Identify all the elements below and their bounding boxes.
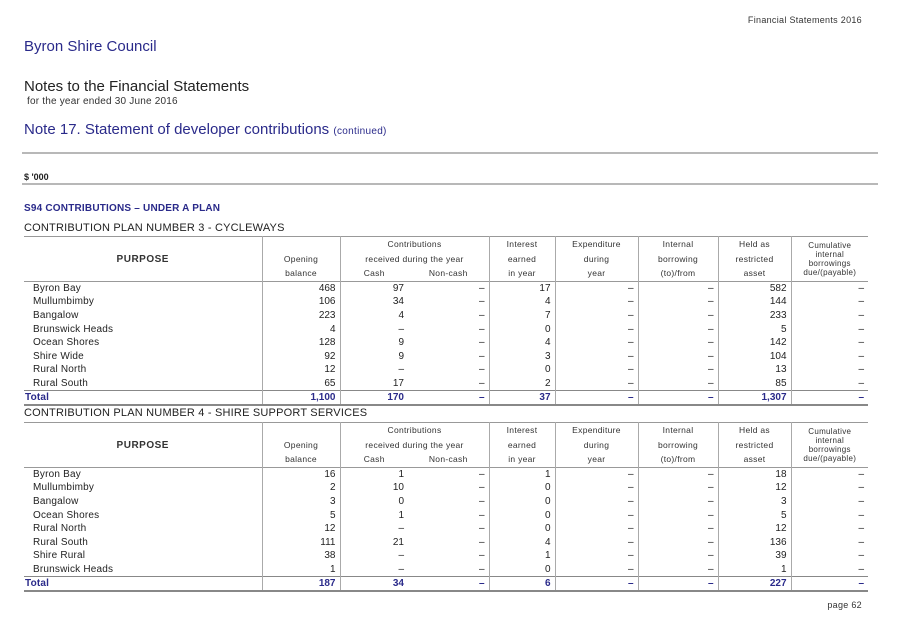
- table-cell: 0: [489, 481, 555, 495]
- table-cell: –: [638, 549, 718, 563]
- contributions-table: [24, 422, 868, 592]
- column-header: Opening: [262, 252, 340, 267]
- table-row: [24, 495, 868, 509]
- note-title-text: Note 17. Statement of developer contributions: [24, 121, 330, 138]
- table-cell: 1: [262, 563, 340, 577]
- row-label: Ocean Shores: [33, 509, 100, 521]
- table-row: [24, 322, 868, 336]
- column-header: Cumulative internal borrowings due/(payable): [791, 423, 868, 468]
- table-row: [24, 468, 868, 482]
- column-header: asset: [718, 453, 791, 468]
- table-cell: 106: [262, 295, 340, 309]
- table-cell: –: [478, 283, 485, 295]
- table-cell: 4: [262, 322, 340, 336]
- table-cell: –: [340, 522, 408, 536]
- column-header: Non-cash: [428, 454, 468, 465]
- table-cell: –: [555, 495, 638, 509]
- table-row: [24, 336, 868, 350]
- table-cell: 223: [262, 309, 340, 323]
- units-label: $ '000: [24, 172, 49, 182]
- table-cell: –: [638, 295, 718, 309]
- table-cell: 65: [262, 377, 340, 391]
- table-cell: 38: [262, 549, 340, 563]
- column-header: [262, 237, 340, 252]
- total-row: [24, 576, 868, 591]
- notes-subtitle: for the year ended 30 June 2016: [27, 96, 178, 107]
- table-cell: –: [791, 282, 868, 296]
- total-cell: –: [791, 390, 868, 405]
- table-cell: –: [638, 468, 718, 482]
- table-cell: –: [791, 322, 868, 336]
- table-cell: 34: [340, 295, 408, 309]
- table-row: [24, 481, 868, 495]
- note-title: [24, 121, 387, 138]
- table-cell: 1: [489, 549, 555, 563]
- table-cell: 0: [489, 495, 555, 509]
- table-cell: –: [791, 522, 868, 536]
- organisation-name: Byron Shire Council: [24, 38, 157, 55]
- total-cell: –: [408, 576, 489, 591]
- table-cell: –: [555, 336, 638, 350]
- table-cell: –: [791, 309, 868, 323]
- table-header: [24, 423, 868, 468]
- total-cell: 227: [718, 576, 791, 591]
- table-cell: –: [791, 336, 868, 350]
- table-cell: –: [555, 549, 638, 563]
- table-row: [24, 282, 868, 296]
- table-cell: –: [555, 468, 638, 482]
- table-cell: –: [478, 482, 485, 494]
- table-row: [24, 363, 868, 377]
- table-cell: –: [555, 295, 638, 309]
- table-cell: 1: [489, 468, 555, 482]
- table-row: [24, 377, 868, 391]
- column-header: restricted: [718, 438, 791, 453]
- table-cell: –: [478, 563, 485, 575]
- table-cell: 104: [718, 349, 791, 363]
- table-cell: 9: [340, 349, 408, 363]
- total-cell: 1,307: [718, 390, 791, 405]
- plan-title: CONTRIBUTION PLAN NUMBER 3 - CYCLEWAYS: [24, 222, 285, 234]
- table-cell: 128: [262, 336, 340, 350]
- divider-top: [22, 152, 878, 154]
- row-label: Shire Rural: [33, 550, 86, 562]
- table-cell: –: [340, 322, 408, 336]
- table-cell: 18: [718, 468, 791, 482]
- table-cell: –: [791, 349, 868, 363]
- column-header: during: [555, 252, 638, 267]
- table-cell: 12: [718, 522, 791, 536]
- table-cell: –: [638, 535, 718, 549]
- row-label: Rural North: [33, 523, 87, 535]
- column-header: year: [555, 453, 638, 468]
- row-label: Rural North: [33, 364, 87, 376]
- table-row: [24, 508, 868, 522]
- table-cell: 4: [489, 295, 555, 309]
- table-cell: –: [791, 377, 868, 391]
- table-cell: 97: [340, 282, 408, 296]
- section-title: S94 CONTRIBUTIONS – UNDER A PLAN: [24, 203, 221, 214]
- table-row: [24, 309, 868, 323]
- table-cell: 2: [262, 481, 340, 495]
- column-header: balance: [262, 453, 340, 468]
- total-row: [24, 390, 868, 405]
- table-cell: –: [478, 309, 485, 321]
- column-header: borrowing: [638, 252, 718, 267]
- table-cell: 5: [718, 508, 791, 522]
- table-cell: –: [340, 363, 408, 377]
- table-cell: –: [791, 295, 868, 309]
- table-cell: –: [478, 377, 485, 389]
- table-cell: –: [638, 282, 718, 296]
- table-cell: 12: [262, 363, 340, 377]
- page-number: page 62: [827, 600, 862, 610]
- table-row: [24, 522, 868, 536]
- column-header: during: [555, 438, 638, 453]
- table-cell: –: [340, 563, 408, 577]
- column-header: earned: [489, 252, 555, 267]
- table-cell: –: [638, 563, 718, 577]
- table-cell: –: [638, 481, 718, 495]
- table-cell: 144: [718, 295, 791, 309]
- table-cell: –: [555, 563, 638, 577]
- table-cell: –: [638, 349, 718, 363]
- total-label: Total: [24, 576, 262, 591]
- table-cell: 3: [718, 495, 791, 509]
- total-cell: –: [791, 576, 868, 591]
- notes-title: Notes to the Financial Statements: [24, 78, 250, 95]
- table-cell: –: [478, 469, 485, 481]
- column-header: received during the year: [340, 438, 489, 453]
- column-header: in year: [489, 453, 555, 468]
- column-header: Cash: [340, 453, 408, 468]
- table-cell: 136: [718, 535, 791, 549]
- column-header: (to)/from: [638, 267, 718, 282]
- table-cell: –: [478, 536, 485, 548]
- table-cell: 0: [489, 508, 555, 522]
- table-cell: –: [555, 481, 638, 495]
- table-row: [24, 563, 868, 577]
- column-header: Opening: [262, 438, 340, 453]
- table-cell: 3: [489, 349, 555, 363]
- table-cell: –: [791, 495, 868, 509]
- table-cell: 0: [489, 522, 555, 536]
- total-cell: 34: [340, 576, 408, 591]
- total-cell: 1,100: [262, 390, 340, 405]
- column-header: Internal: [638, 237, 718, 252]
- table-cell: 17: [340, 377, 408, 391]
- table-cell: 0: [489, 322, 555, 336]
- column-header: Interest: [489, 423, 555, 438]
- table-cell: 111: [262, 535, 340, 549]
- table-cell: –: [638, 322, 718, 336]
- table-cell: 10: [340, 481, 408, 495]
- column-header: Non-cash: [428, 268, 468, 279]
- column-header: Expenditure: [555, 237, 638, 252]
- table-cell: –: [791, 468, 868, 482]
- table-cell: 5: [718, 322, 791, 336]
- column-header: Internal: [638, 423, 718, 438]
- row-label: Rural South: [33, 536, 89, 548]
- table-row: [24, 295, 868, 309]
- row-label: Mullumbimby: [33, 482, 95, 494]
- table-cell: 5: [262, 508, 340, 522]
- table-cell: 16: [262, 468, 340, 482]
- table-cell: –: [478, 350, 485, 362]
- table-cell: –: [478, 296, 485, 308]
- row-label: Mullumbimby: [33, 296, 95, 308]
- column-header: Contributions: [340, 423, 489, 438]
- plan-title: CONTRIBUTION PLAN NUMBER 4 - SHIRE SUPPORT SERVICES: [24, 407, 368, 419]
- table-cell: 2: [489, 377, 555, 391]
- column-header: balance: [262, 267, 340, 282]
- table-cell: 17: [489, 282, 555, 296]
- table-cell: –: [638, 336, 718, 350]
- column-header: Interest: [489, 237, 555, 252]
- table-cell: 1: [718, 563, 791, 577]
- table-cell: 12: [262, 522, 340, 536]
- table-cell: 7: [489, 309, 555, 323]
- table-cell: –: [638, 508, 718, 522]
- purpose-header: PURPOSE: [116, 253, 169, 265]
- total-cell: –: [408, 390, 489, 405]
- table-cell: –: [791, 363, 868, 377]
- row-label: Bangalow: [33, 495, 79, 507]
- column-header: received during the year: [340, 252, 489, 267]
- table-cell: 0: [489, 563, 555, 577]
- table-cell: 4: [489, 535, 555, 549]
- table-header: [24, 237, 868, 282]
- divider-units: [22, 183, 878, 185]
- table-cell: 4: [340, 309, 408, 323]
- table-cell: 21: [340, 535, 408, 549]
- total-cell: –: [555, 390, 638, 405]
- column-header: in year: [489, 267, 555, 282]
- table-cell: 233: [718, 309, 791, 323]
- table-cell: –: [638, 495, 718, 509]
- table-cell: 582: [718, 282, 791, 296]
- column-header: Expenditure: [555, 423, 638, 438]
- row-label: Byron Bay: [33, 469, 81, 481]
- column-header: earned: [489, 438, 555, 453]
- table-cell: –: [478, 509, 485, 521]
- table-cell: –: [791, 508, 868, 522]
- table-cell: 9: [340, 336, 408, 350]
- table-cell: –: [638, 309, 718, 323]
- table-row: [24, 349, 868, 363]
- column-header: [262, 423, 340, 438]
- table-cell: 1: [340, 468, 408, 482]
- total-cell: 170: [340, 390, 408, 405]
- table-cell: –: [555, 282, 638, 296]
- table-cell: –: [791, 563, 868, 577]
- column-header: Cumulative internal borrowings due/(payable): [791, 237, 868, 282]
- table-cell: 0: [489, 363, 555, 377]
- column-header: Held as: [718, 237, 791, 252]
- total-cell: 6: [489, 576, 555, 591]
- column-header: asset: [718, 267, 791, 282]
- column-header: year: [555, 267, 638, 282]
- row-label: Bangalow: [33, 309, 79, 321]
- table-cell: –: [340, 549, 408, 563]
- row-label: Shire Wide: [33, 350, 84, 362]
- table-cell: 13: [718, 363, 791, 377]
- column-header: borrowing: [638, 438, 718, 453]
- table-cell: 85: [718, 377, 791, 391]
- table-cell: –: [555, 322, 638, 336]
- table-cell: –: [478, 337, 485, 349]
- table-cell: 0: [340, 495, 408, 509]
- table-cell: 1: [340, 508, 408, 522]
- row-label: Ocean Shores: [33, 337, 100, 349]
- table-cell: –: [638, 522, 718, 536]
- purpose-header: PURPOSE: [116, 439, 169, 451]
- table-cell: –: [478, 364, 485, 376]
- total-cell: –: [555, 576, 638, 591]
- total-cell: –: [638, 390, 718, 405]
- contributions-table: [24, 236, 868, 406]
- column-header: Held as: [718, 423, 791, 438]
- continued-label: (continued): [333, 126, 387, 137]
- table-cell: –: [555, 363, 638, 377]
- column-header: Cash: [340, 267, 408, 282]
- table-cell: 92: [262, 349, 340, 363]
- table-cell: –: [791, 535, 868, 549]
- total-cell: 187: [262, 576, 340, 591]
- table-cell: –: [791, 549, 868, 563]
- total-cell: 37: [489, 390, 555, 405]
- table-cell: 142: [718, 336, 791, 350]
- table-cell: –: [555, 377, 638, 391]
- table-cell: –: [638, 377, 718, 391]
- table-cell: 3: [262, 495, 340, 509]
- table-cell: –: [478, 523, 485, 535]
- row-label: Rural South: [33, 377, 89, 389]
- table-cell: –: [555, 349, 638, 363]
- row-label: Byron Bay: [33, 283, 81, 295]
- table-cell: –: [555, 309, 638, 323]
- table-row: [24, 535, 868, 549]
- table-cell: –: [478, 323, 485, 335]
- table-cell: 4: [489, 336, 555, 350]
- table-cell: –: [638, 363, 718, 377]
- table-cell: 12: [718, 481, 791, 495]
- table-cell: –: [478, 550, 485, 562]
- total-cell: –: [638, 576, 718, 591]
- column-header: (to)/from: [638, 453, 718, 468]
- table-cell: –: [555, 508, 638, 522]
- table-cell: –: [791, 481, 868, 495]
- column-header: Contributions: [340, 237, 489, 252]
- column-header: restricted: [718, 252, 791, 267]
- table-cell: –: [478, 495, 485, 507]
- table-cell: –: [555, 535, 638, 549]
- table-row: [24, 549, 868, 563]
- table-cell: –: [555, 522, 638, 536]
- table-cell: 39: [718, 549, 791, 563]
- row-label: Brunswick Heads: [33, 323, 114, 335]
- page-header: Financial Statements 2016: [747, 15, 862, 25]
- table-cell: 468: [262, 282, 340, 296]
- row-label: Brunswick Heads: [33, 563, 114, 575]
- total-label: Total: [24, 390, 262, 405]
